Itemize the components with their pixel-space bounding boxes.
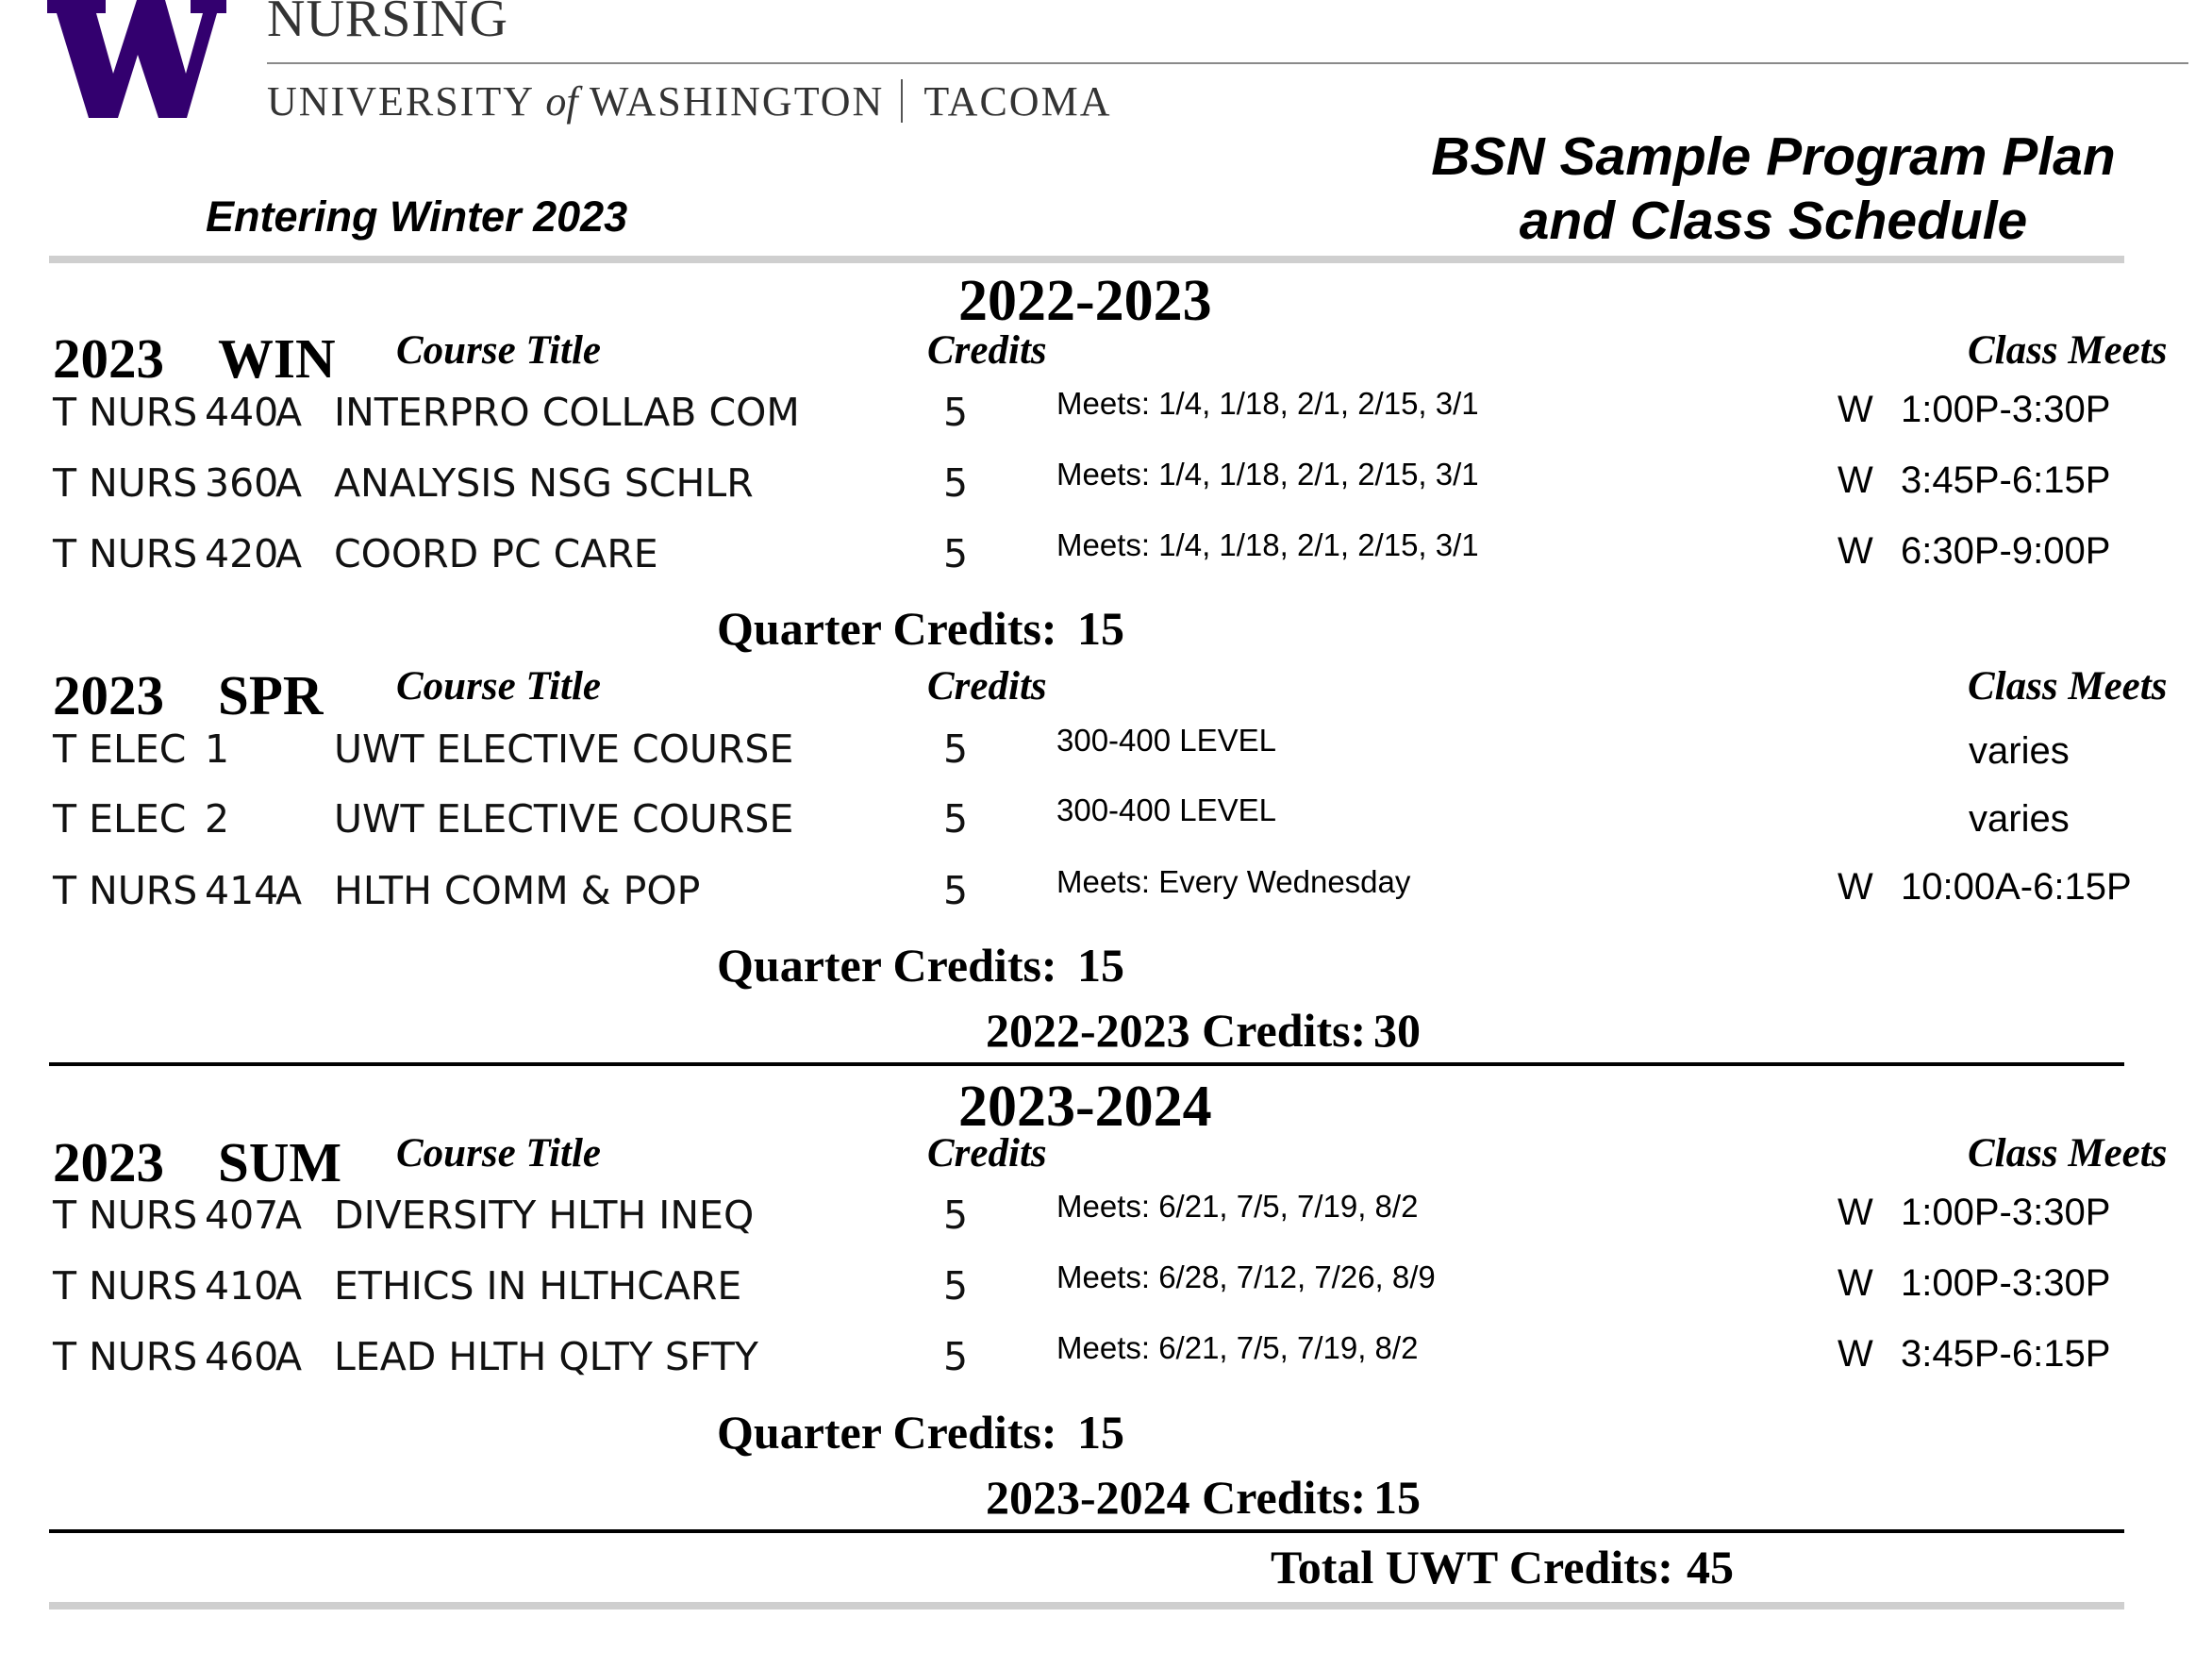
year-credits-value: 15 <box>1373 1471 1421 1524</box>
brand-nursing: NURSING <box>267 0 508 48</box>
quarter-credits-value: 15 <box>1077 602 1124 655</box>
course-meeting-note: 300-400 LEVEL <box>1056 792 1277 827</box>
column-header-course-title: Course Title <box>396 328 601 373</box>
term-year: 2023 <box>53 1131 164 1193</box>
course-section: A <box>275 531 303 576</box>
course-title: INTERPRO COLLAB COM <box>334 390 800 435</box>
course-time: 1:00P-3:30P <box>1901 389 2111 430</box>
term-name: SPR <box>218 664 324 726</box>
course-day: W <box>1838 389 1873 430</box>
footer-rule <box>49 1602 2124 1610</box>
year-credits-value: 30 <box>1373 1004 1421 1057</box>
quarter-credits-label: Quarter Credits: <box>717 602 1057 655</box>
course-section: A <box>275 868 303 913</box>
course-credits: 5 <box>943 1193 969 1238</box>
course-meeting-note: 300-400 LEVEL <box>1056 723 1277 758</box>
term-name: SUM <box>218 1131 342 1193</box>
course-meets-varies: varies <box>1969 798 2070 840</box>
course-title: UWT ELECTIVE COURSE <box>334 796 794 842</box>
course-time: 6:30P-9:00P <box>1901 530 2111 572</box>
academic-year-heading: 2023-2024 <box>958 1075 1212 1139</box>
brand-university-word: UNIVERSITY <box>267 78 534 125</box>
course-day: W <box>1838 866 1873 908</box>
year-divider <box>49 1529 2124 1533</box>
brand-of-word: of <box>545 78 578 125</box>
course-credits: 5 <box>943 1334 969 1379</box>
column-header-credits: Credits <box>927 1131 1047 1176</box>
brand-separator <box>901 79 903 123</box>
course-subject: T NURS <box>53 1193 198 1238</box>
course-subject: T NURS <box>53 868 198 913</box>
quarter-credits-value: 15 <box>1077 1406 1124 1459</box>
brand-washington-word: WASHINGTON <box>589 78 885 125</box>
course-number: 410 <box>205 1263 279 1309</box>
total-credits-label: Total UWT Credits: <box>1271 1541 1673 1593</box>
course-number: 407 <box>205 1193 279 1238</box>
course-credits: 5 <box>943 390 969 435</box>
course-meeting-note: Meets: 1/4, 1/18, 2/1, 2/15, 3/1 <box>1056 457 1479 492</box>
column-header-class-meets: Class Meets <box>1968 328 2168 373</box>
course-day: W <box>1838 459 1873 501</box>
course-day: W <box>1838 530 1873 572</box>
course-subject: T ELEC <box>53 726 187 772</box>
quarter-credits-label: Quarter Credits: <box>717 1406 1057 1459</box>
course-title: DIVERSITY HLTH INEQ <box>334 1193 755 1238</box>
year-credits-label: 2022-2023 Credits: <box>986 1004 1367 1057</box>
course-meeting-note: Meets: 1/4, 1/18, 2/1, 2/15, 3/1 <box>1056 386 1479 421</box>
quarter-credits-label: Quarter Credits: <box>717 939 1057 992</box>
course-time: 3:45P-6:15P <box>1901 1333 2111 1375</box>
course-number: 360 <box>205 460 279 506</box>
column-header-course-title: Course Title <box>396 1131 601 1176</box>
course-title: LEAD HLTH QLTY SFTY <box>334 1334 758 1379</box>
column-header-credits: Credits <box>927 328 1047 373</box>
course-title: UWT ELECTIVE COURSE <box>334 726 794 772</box>
uw-w-logo <box>47 0 226 118</box>
course-time: 10:00A-6:15P <box>1901 866 2132 908</box>
course-credits: 5 <box>943 796 969 842</box>
course-subject: T NURS <box>53 1263 198 1309</box>
quarter-credits-value: 15 <box>1077 939 1124 992</box>
term-year: 2023 <box>53 664 164 726</box>
course-number: 440 <box>205 390 279 435</box>
header-rule <box>49 256 2124 263</box>
year-divider <box>49 1062 2124 1066</box>
course-credits: 5 <box>943 868 969 913</box>
term-year: 2023 <box>53 327 164 390</box>
course-number: 1 <box>205 726 230 772</box>
course-section: A <box>275 1263 303 1309</box>
brand-divider <box>267 62 2188 64</box>
column-header-credits: Credits <box>927 664 1047 709</box>
course-credits: 5 <box>943 1263 969 1309</box>
course-time: 1:00P-3:30P <box>1901 1192 2111 1233</box>
course-credits: 5 <box>943 460 969 506</box>
course-subject: T ELEC <box>53 796 187 842</box>
course-credits: 5 <box>943 726 969 772</box>
course-subject: T NURS <box>53 1334 198 1379</box>
column-header-course-title: Course Title <box>396 664 601 709</box>
course-credits: 5 <box>943 531 969 576</box>
course-title: ETHICS IN HLTHCARE <box>334 1263 742 1309</box>
course-time: 3:45P-6:15P <box>1901 459 2111 501</box>
course-number: 414 <box>205 868 279 913</box>
course-title: HLTH COMM & POP <box>334 868 701 913</box>
course-meeting-note: Meets: 6/21, 7/5, 7/19, 8/2 <box>1056 1330 1419 1365</box>
page-title-line1: BSN Sample Program Plan <box>1431 126 2116 187</box>
column-header-class-meets: Class Meets <box>1968 1131 2168 1176</box>
page-title-line2: and Class Schedule <box>1519 191 2028 251</box>
course-title: ANALYSIS NSG SCHLR <box>334 460 754 506</box>
brand-campus: TACOMA <box>923 78 1112 125</box>
course-section: A <box>275 460 303 506</box>
course-number: 420 <box>205 531 279 576</box>
course-meeting-note: Meets: 6/28, 7/12, 7/26, 8/9 <box>1056 1259 1436 1294</box>
total-credits-value: 45 <box>1687 1541 1734 1593</box>
course-time: 1:00P-3:30P <box>1901 1262 2111 1304</box>
course-section: A <box>275 390 303 435</box>
course-number: 460 <box>205 1334 279 1379</box>
course-number: 2 <box>205 796 230 842</box>
term-name: WIN <box>218 327 336 390</box>
course-meeting-note: Meets: 6/21, 7/5, 7/19, 8/2 <box>1056 1189 1419 1224</box>
course-day: W <box>1838 1262 1873 1304</box>
course-meeting-note: Meets: Every Wednesday <box>1056 864 1411 899</box>
course-title: COORD PC CARE <box>334 531 658 576</box>
course-subject: T NURS <box>53 531 198 576</box>
course-day: W <box>1838 1192 1873 1233</box>
entering-term: Entering Winter 2023 <box>206 192 628 241</box>
course-subject: T NURS <box>53 460 198 506</box>
column-header-class-meets: Class Meets <box>1968 664 2168 709</box>
year-credits-label: 2023-2024 Credits: <box>986 1471 1367 1524</box>
course-section: A <box>275 1193 303 1238</box>
brand-university <box>267 77 1111 125</box>
course-section: A <box>275 1334 303 1379</box>
course-meeting-note: Meets: 1/4, 1/18, 2/1, 2/15, 3/1 <box>1056 527 1479 562</box>
page-title <box>1387 125 2160 253</box>
academic-year-heading: 2022-2023 <box>958 269 1212 333</box>
course-subject: T NURS <box>53 390 198 435</box>
course-day: W <box>1838 1333 1873 1375</box>
course-meets-varies: varies <box>1969 730 2070 772</box>
